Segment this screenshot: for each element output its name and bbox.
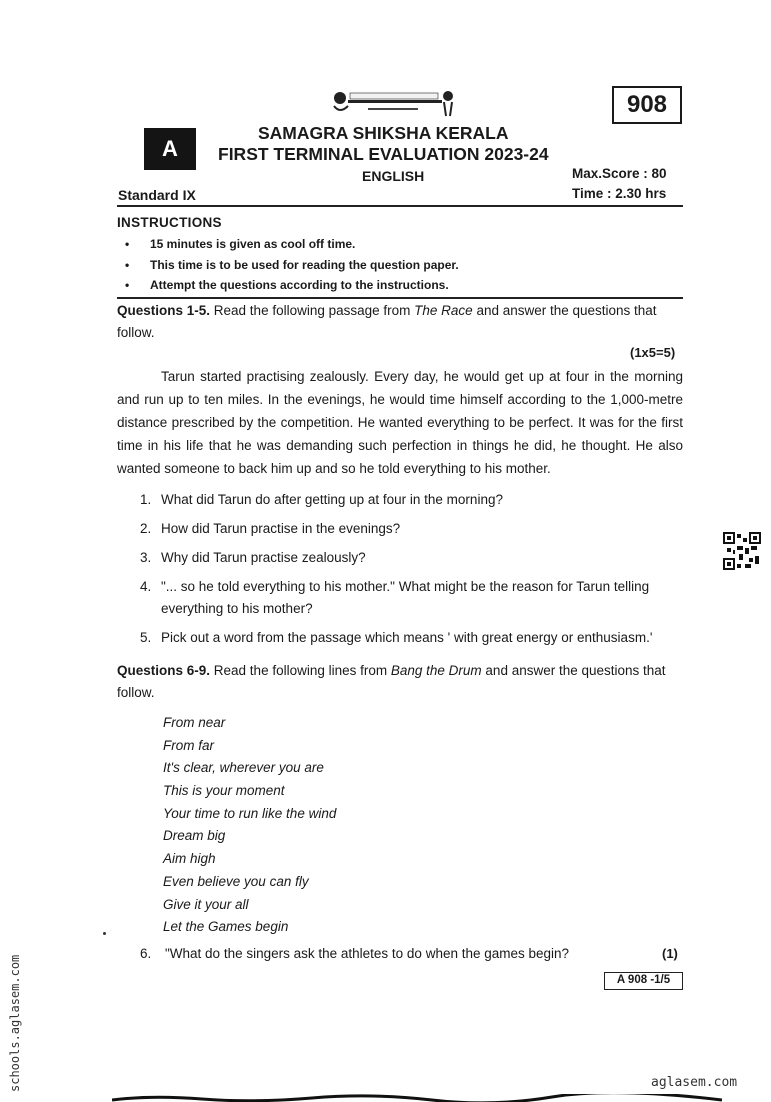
section1-passage: Tarun started practising zealously. Every day, he would get up at four in the morning and run up to ten miles. In the evenings, he would time himself according to the 1,000-metre distance prescribed by the competition. He wanted everything to be perfect. It was for the first time in his life that he was demanding such perfection in things he did, he thought. He also wanted someone to back him up and so he told everything to his mother. <box>117 369 683 476</box>
question-text: How did Tarun practise in the evenings? <box>161 521 401 536</box>
section1-text-after: and answer the questions that follow. <box>117 303 657 340</box>
section1-questions <box>140 489 685 656</box>
question-text: What did Tarun do after getting up at four in the morning? <box>161 492 503 507</box>
section2-text-after: and answer the questions that follow. <box>117 663 666 700</box>
question-item <box>140 576 685 620</box>
question-6-marks: (1) <box>662 946 678 961</box>
paper-code-box: 908 <box>612 86 682 124</box>
question-item <box>140 489 685 511</box>
section1-text-before: Read the following passage from <box>210 303 415 318</box>
instructions-rule <box>117 297 683 299</box>
qr-code-icon <box>723 532 761 570</box>
poem-line: It's clear, wherever you are <box>163 760 324 776</box>
header-rule <box>117 205 683 207</box>
instructions-list <box>125 234 459 296</box>
question-text: Why did Tarun practise zealously? <box>161 550 366 565</box>
question-text: Pick out a word from the passage which means ' with great energy or enthusiasm.' <box>161 630 653 645</box>
section1-heading <box>117 300 683 344</box>
side-watermark: schools.aglasem.com <box>8 954 22 1092</box>
question-number: 6. <box>140 946 152 961</box>
standard-label: Standard IX <box>118 187 196 203</box>
instruction-item: • Attempt the questions according to the instructions. <box>125 275 459 296</box>
question-item <box>140 547 685 569</box>
poem-line: Let the Games begin <box>163 919 289 935</box>
question-number: 2. <box>140 521 152 536</box>
time-label: Time : 2.30 hrs <box>572 186 667 201</box>
question-number: 1. <box>140 492 152 507</box>
poem-line: Dream big <box>163 828 226 844</box>
section2-heading <box>117 660 683 704</box>
section1-source-title: The Race <box>414 303 473 318</box>
section1-marks: (1x5=5) <box>630 345 676 360</box>
section1-lead: Questions 1-5. <box>117 303 211 318</box>
question-number: 3. <box>140 550 152 565</box>
question-text: "... so he told everything to his mother." What might be the reason for Tarun telling everything to his mother? <box>161 579 650 616</box>
section2-source-title: Bang the Drum <box>390 663 482 678</box>
stray-dot <box>103 932 106 935</box>
bottom-watermark: aglasem.com <box>651 1075 738 1090</box>
question-item <box>140 518 685 540</box>
poem-line: Your time to run like the wind <box>163 805 337 821</box>
subject-title: ENGLISH <box>362 168 425 184</box>
section2-lead: Questions 6-9. <box>117 663 211 678</box>
instruction-item: • This time is to be used for reading the question paper. <box>125 255 459 276</box>
poem-line: Even believe you can fly <box>163 873 309 889</box>
question-text: "What do the singers ask the athletes to do when the games begin? <box>165 946 570 961</box>
poem-lines <box>163 712 336 939</box>
poem-line: Aim high <box>163 851 216 867</box>
torn-edge-decoration <box>112 1094 722 1102</box>
instructions-title: INSTRUCTIONS <box>117 215 222 230</box>
poem-line: From near <box>163 715 226 730</box>
poem-line: Give it your all <box>163 896 249 912</box>
question-number: 5. <box>140 630 152 645</box>
samagra-logo <box>328 86 458 120</box>
section2-text-before: Read the following lines from <box>210 663 391 678</box>
org-title: SAMAGRA SHIKSHA KERALA <box>258 123 509 143</box>
question-number: 4. <box>140 579 152 594</box>
series-badge: A <box>144 128 196 170</box>
question-item <box>140 627 685 649</box>
max-score: Max.Score : 80 <box>572 166 667 181</box>
poem-line: This is your moment <box>163 783 285 799</box>
instruction-item: • 15 minutes is given as cool off time. <box>125 234 459 255</box>
page-code-box: A 908 -1/5 <box>604 972 683 990</box>
question-6 <box>140 946 569 961</box>
exam-title: FIRST TERMINAL EVALUATION 2023-24 <box>218 144 549 164</box>
poem-line: From far <box>163 737 215 753</box>
